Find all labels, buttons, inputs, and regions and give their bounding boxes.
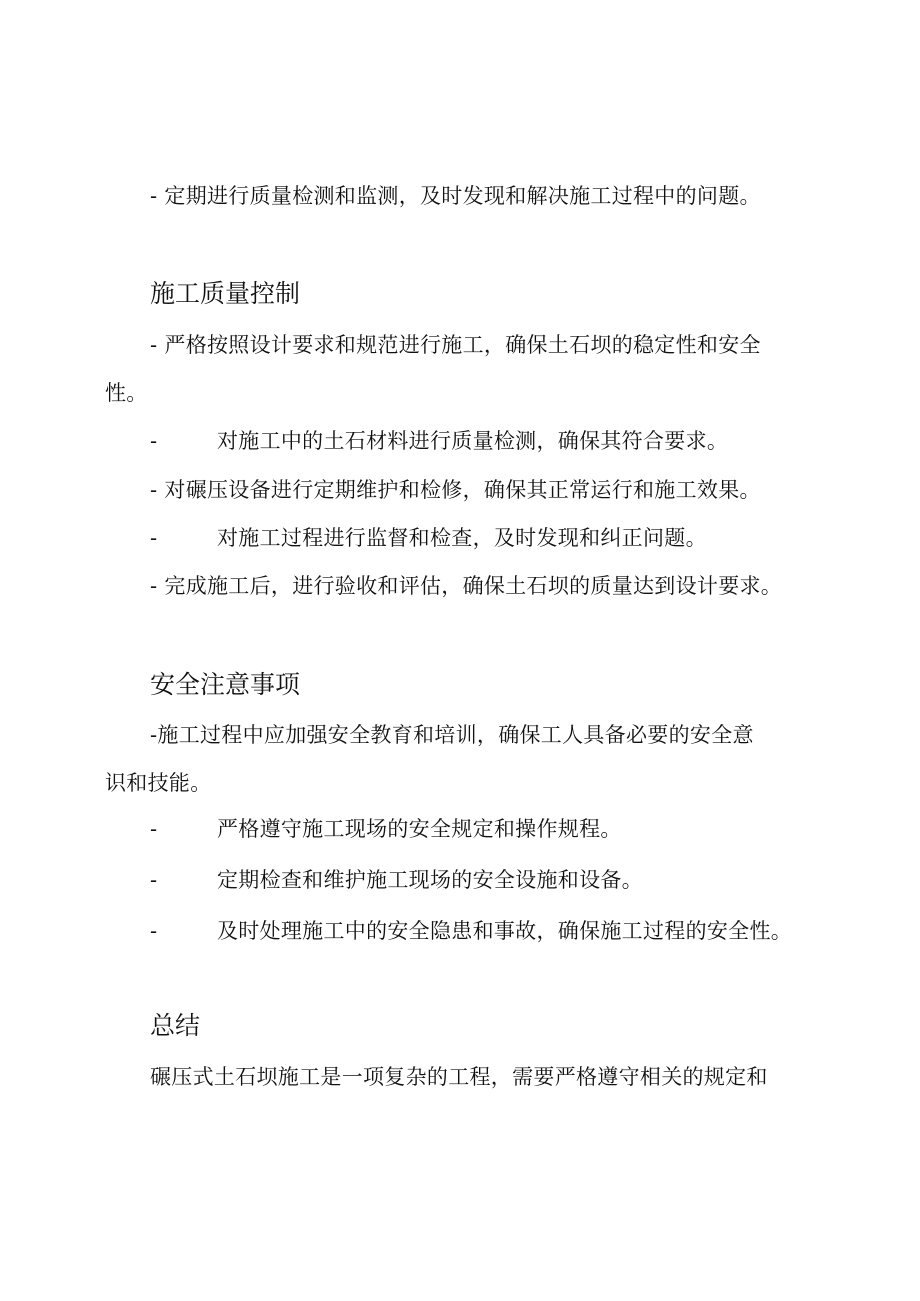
bullet-text: 定期进行质量检测和监测，及时发现和解决施工过程中的问题。 bbox=[164, 184, 761, 208]
section-heading-quality: 施工质量控制 bbox=[150, 279, 301, 308]
bullet-text: 及时处理施工中的安全隐患和事故，确保施工过程的安全性。 bbox=[216, 919, 793, 943]
quality-item-4 bbox=[150, 572, 782, 600]
quality-item-3 bbox=[150, 524, 707, 552]
bullet-text: 对施工中的土石材料进行质量检测，确保其符合要求。 bbox=[216, 429, 729, 453]
section-heading-summary: 总结 bbox=[150, 1011, 201, 1040]
bullet-dash: - bbox=[150, 817, 158, 841]
quality-item-0-line1 bbox=[150, 331, 761, 359]
summary-paragraph: 碾压式土石坝施工是一项复杂的工程，需要严格遵守相关的规定和 bbox=[150, 1065, 768, 1089]
bullet-text: 完成施工后，进行验收和评估，确保土石坝的质量达到设计要求。 bbox=[164, 574, 783, 598]
intro-bullet bbox=[150, 182, 761, 210]
safety-item-2 bbox=[150, 866, 643, 894]
section-heading-safety: 安全注意事项 bbox=[150, 670, 301, 699]
bullet-dash: - bbox=[150, 429, 158, 453]
safety-item-0-line1 bbox=[150, 721, 754, 749]
bullet-dash: - bbox=[150, 919, 158, 943]
bullet-dash: - bbox=[150, 723, 158, 747]
bullet-text: 定期检查和维护施工现场的安全设施和设备。 bbox=[216, 868, 643, 892]
bullet-text: 严格按照设计要求和规范进行施工，确保土石坝的稳定性和安全 bbox=[164, 333, 761, 357]
quality-item-0-line2: 性。 bbox=[105, 381, 148, 405]
bullet-dash: - bbox=[150, 333, 158, 357]
bullet-text: 严格遵守施工现场的安全规定和操作规程。 bbox=[216, 817, 622, 841]
bullet-dash: - bbox=[150, 184, 158, 208]
safety-item-1 bbox=[150, 815, 622, 843]
bullet-text: 施工过程中应加强安全教育和培训，确保工人具备必要的安全意 bbox=[157, 723, 754, 747]
bullet-dash: - bbox=[150, 574, 158, 598]
bullet-text: 对施工过程进行监督和检查，及时发现和纠正问题。 bbox=[216, 526, 707, 550]
bullet-dash: - bbox=[150, 478, 158, 502]
safety-item-0-line2: 识和技能。 bbox=[105, 771, 212, 795]
safety-item-3 bbox=[150, 917, 792, 945]
quality-item-2 bbox=[150, 476, 761, 504]
bullet-dash: - bbox=[150, 526, 158, 550]
bullet-dash: - bbox=[150, 868, 158, 892]
quality-item-1 bbox=[150, 427, 728, 455]
bullet-text: 对碾压设备进行定期维护和检修，确保其正常运行和施工效果。 bbox=[164, 478, 761, 502]
